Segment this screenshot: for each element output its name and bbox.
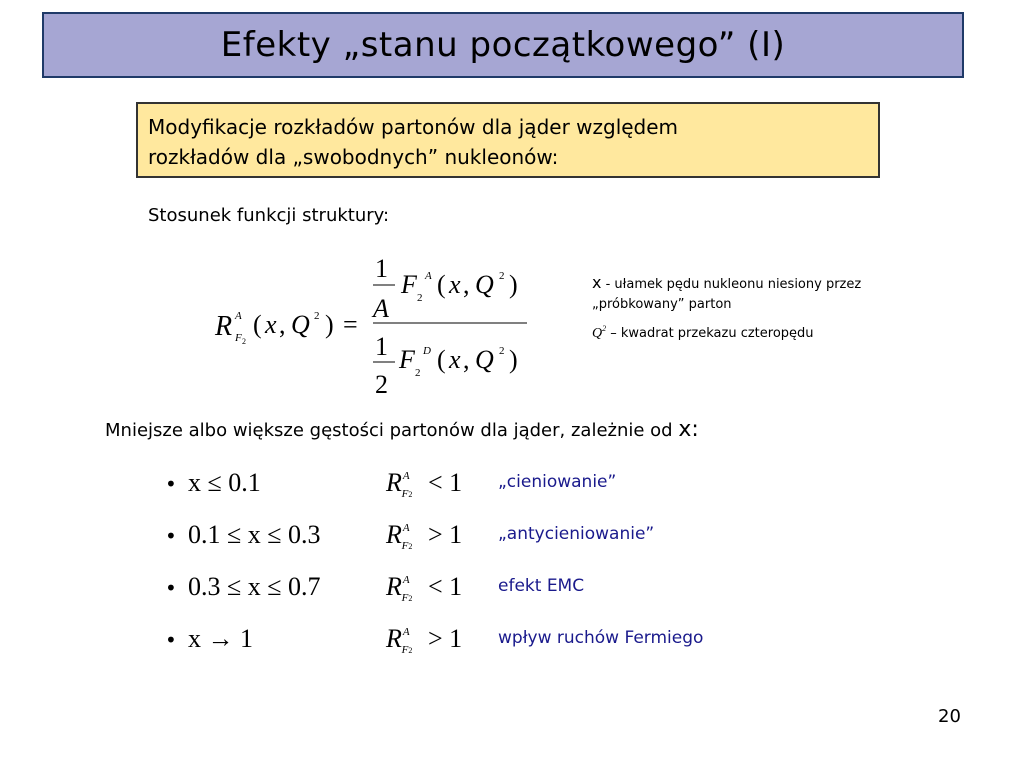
svg-text:,: ,: [279, 310, 286, 339]
svg-text:F: F: [235, 332, 242, 344]
sentence-colon: :: [691, 417, 699, 442]
svg-text:2: 2: [415, 367, 421, 379]
title-bar: [42, 12, 964, 78]
svg-text:x: x: [449, 345, 461, 374]
dependency-sentence: [105, 417, 699, 442]
svg-text:): ): [509, 345, 518, 374]
ratio-symbol: $R^A_{F2}$: [386, 520, 413, 552]
svg-text:1: 1: [375, 332, 388, 361]
svg-text:2: 2: [499, 345, 505, 357]
svg-text:=: =: [343, 310, 358, 339]
svg-text:,: ,: [463, 345, 470, 374]
box-line-2: rozkładów dla „swobodnych” nukleonów:: [148, 145, 559, 169]
x-note: [592, 273, 861, 315]
box-line-1: Modyfikacje rozkładów partonów dla jąder względem: [148, 115, 679, 139]
x-symbol: x: [592, 273, 602, 292]
x-range: 0.1 ≤ x ≤ 0.3: [188, 520, 321, 549]
svg-text:2: 2: [499, 270, 505, 282]
svg-text:2: 2: [417, 292, 423, 304]
effect-label: „cieniowanie”: [498, 472, 617, 492]
svg-text:): ): [325, 310, 334, 339]
ratio-relation: < 1: [428, 468, 463, 497]
svg-text:A: A: [425, 270, 432, 282]
svg-text:,: ,: [463, 270, 470, 299]
bullet: •: [165, 472, 177, 496]
svg-text:(: (: [437, 345, 446, 374]
svg-text:2: 2: [242, 337, 246, 346]
svg-text:x: x: [265, 310, 277, 339]
svg-text:2: 2: [314, 310, 320, 322]
ratio-symbol: $R^A_{F2}$: [386, 572, 413, 604]
q2-note: [592, 326, 814, 342]
ratio-relation: < 1: [428, 572, 463, 601]
slide-title: Efekty „stanu początkowego” (I): [220, 25, 786, 65]
ratio-label: Stosunek funkcji struktury:: [148, 205, 390, 226]
svg-text:(: (: [437, 270, 446, 299]
svg-text:D: D: [423, 345, 431, 357]
effect-label: wpływ ruchów Fermiego: [498, 628, 704, 648]
bullet: •: [165, 576, 177, 600]
svg-text:x: x: [449, 270, 461, 299]
sentence-x: x: [678, 417, 692, 442]
ratio-relation: > 1: [428, 520, 463, 549]
q2-desc: – kwadrat przekazu czteropędu: [606, 326, 814, 341]
svg-text:F: F: [399, 345, 415, 374]
svg-text:Q: Q: [475, 270, 494, 299]
x-range: x ≤ 0.1: [188, 468, 261, 497]
svg-text:): ): [509, 270, 518, 299]
ratio-symbol: $R^A_{F2}$: [386, 624, 413, 656]
q2-symbol: $Q^2$: [592, 324, 607, 341]
effect-label: „antycieniowanie”: [498, 524, 655, 544]
x-range: 0.3 ≤ x ≤ 0.7: [188, 572, 321, 601]
bullet: •: [165, 524, 177, 548]
bullet: •: [165, 628, 177, 652]
definition-box: [136, 102, 880, 178]
ratio-relation: > 1: [428, 624, 463, 653]
svg-text:A: A: [235, 310, 242, 322]
svg-text:Q: Q: [291, 310, 310, 339]
svg-text:1: 1: [375, 254, 388, 283]
sentence-text: Mniejsze albo większe gęstości partonów dla jąder, zależnie od: [105, 420, 679, 441]
x-range: x → 1: [188, 624, 253, 653]
svg-text:F: F: [401, 270, 417, 299]
svg-text:2: 2: [375, 370, 388, 399]
x-desc-line1: - ułamek pędu nukleonu niesiony przez: [601, 277, 862, 292]
svg-text:A: A: [373, 294, 389, 323]
x-desc-line2: „próbkowany” parton: [592, 297, 732, 312]
svg-text:Q: Q: [475, 345, 494, 374]
formula-r: R: [215, 311, 233, 342]
ratio-symbol: $R^A_{F2}$: [386, 468, 413, 500]
svg-text:(: (: [253, 310, 262, 339]
effect-label: efekt EMC: [498, 576, 585, 596]
page-number: 20: [938, 706, 961, 727]
ratio-formula: [205, 245, 545, 405]
